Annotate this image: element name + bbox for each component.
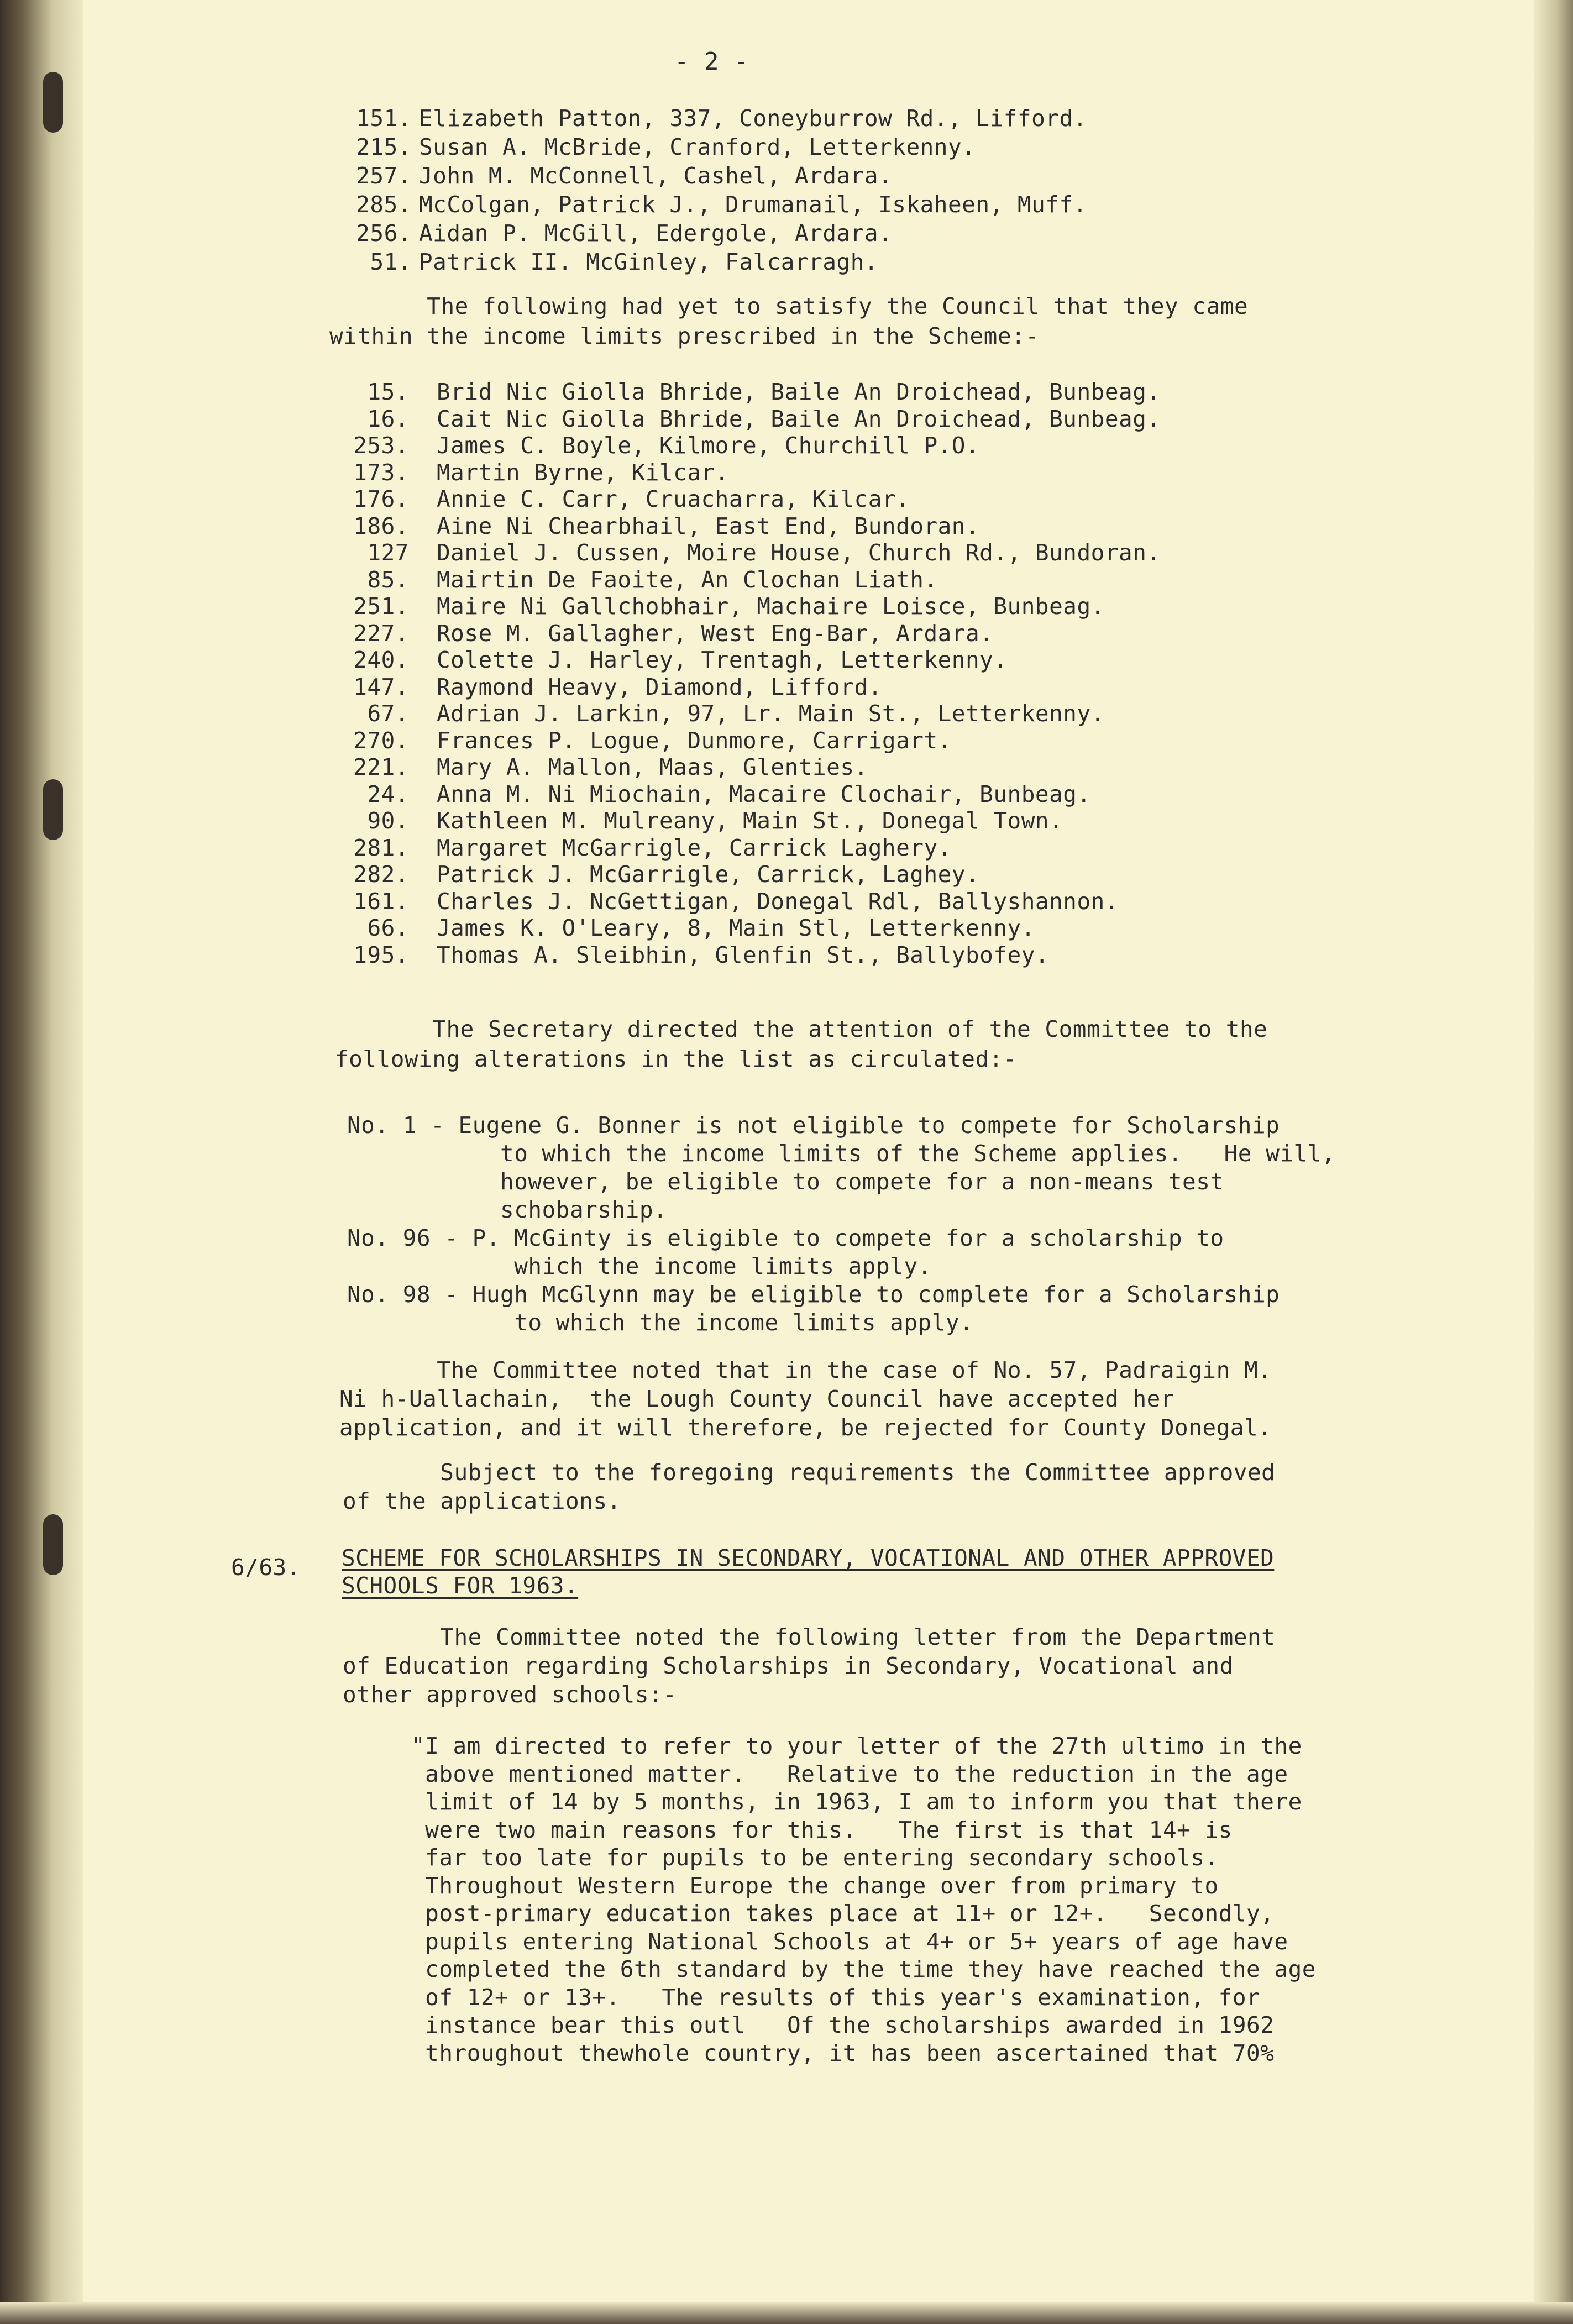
list-item-number: 240. — [353, 647, 409, 673]
list-item: Raymond Heavy, Diamond, Lifford. — [437, 673, 882, 700]
list-item: Martin Byrne, Kilcar. — [437, 459, 729, 486]
list-item-number: 251. — [353, 593, 409, 620]
section-number: 6/63. — [231, 1554, 301, 1581]
list-item: John M. McConnell, Cashel, Ardara. — [419, 162, 893, 189]
letter-line: Throughout Western Europe the change over from primary to — [411, 1872, 1219, 1899]
list-item: Anna M. Ni Miochain, Macaire Clochair, Bunbeag. — [437, 780, 1091, 807]
list-item-number: 127 — [367, 539, 409, 566]
list-item-number: 67. — [367, 700, 409, 727]
alteration-line: No. 96 - P. McGinty is eligible to compete for a scholarship to — [347, 1225, 1224, 1251]
list-item-number: 195. — [353, 941, 409, 968]
list-item-number: 281. — [353, 834, 409, 861]
page-number: - 2 - — [674, 48, 749, 76]
list-item: Aidan P. McGill, Edergole, Ardara. — [419, 220, 893, 246]
list-item-number: 90. — [367, 807, 409, 834]
alteration-line: however, be eligible to compete for a non-means test — [347, 1168, 1224, 1195]
list-item-number: 176. — [353, 486, 409, 512]
alteration-line: No. 1 - Eugene G. Bonner is not eligible to compete for Scholarship — [347, 1112, 1280, 1139]
punch-hole — [43, 1514, 63, 1575]
list-item-number: 285. — [356, 191, 412, 218]
alteration-line: schobarship. — [347, 1197, 668, 1223]
list-item-number: 24. — [367, 780, 409, 807]
page-bottom-edge — [0, 2302, 1573, 2324]
list-item: Brid Nic Giolla Bhride, Baile An Droichead, Bunbeag. — [437, 379, 1161, 405]
list-item: Patrick II. McGinley, Falcarragh. — [419, 249, 879, 275]
letter-line: post-primary education takes place at 11+ or 12+. Secondly, — [411, 1900, 1275, 1927]
list-item-number: 253. — [353, 432, 409, 459]
list-item-number: 51. — [370, 249, 412, 275]
list-item: Patrick J. McGarrigle, Carrick, Laghey. — [437, 861, 980, 888]
list-item: Colette J. Harley, Trentagh, Letterkenny. — [437, 647, 1008, 673]
binding-gutter — [0, 0, 83, 2324]
paragraph-line: Subject to the foregoing requirements the Committee approved — [343, 1459, 1276, 1486]
paragraph-line: The following had yet to satisfy the Council that they came — [329, 293, 1249, 319]
list-item-number: 85. — [367, 566, 409, 593]
list-item: Elizabeth Patton, 337, Coneyburrow Rd., Lifford. — [419, 105, 1087, 132]
list-item-number: 256. — [356, 220, 412, 246]
list-item-number: 257. — [356, 162, 412, 189]
list-item: Margaret McGarrigle, Carrick Laghery. — [437, 834, 952, 861]
list-item: Thomas A. Sleibhin, Glenfin St., Ballybofey. — [437, 941, 1050, 968]
paragraph-line: application, and it will therefore, be rejected for County Donegal. — [339, 1414, 1272, 1441]
letter-line: limit of 14 by 5 months, in 1963, I am to inform you that there — [411, 1788, 1302, 1815]
list-item-number: 173. — [353, 459, 409, 486]
list-item: Cait Nic Giolla Bhride, Baile An Droichead, Bunbeag. — [437, 405, 1161, 432]
list-item: Daniel J. Cussen, Moire House, Church Rd., Bundoran. — [437, 539, 1161, 566]
alteration-line: to which the income limits of the Scheme applies. He will, — [347, 1140, 1336, 1167]
punch-hole — [43, 72, 63, 133]
list-item-number: 227. — [353, 620, 409, 647]
alteration-line: which the income limits apply. — [347, 1253, 932, 1279]
list-item: Charles J. NcGettigan, Donegal Rdl, Ballyshannon. — [437, 888, 1119, 915]
paragraph-line: The Committee noted that in the case of No. 57, Padraigin M. — [339, 1357, 1272, 1383]
letter-line: far too late for pupils to be entering secondary schools. — [411, 1844, 1219, 1871]
letter-line: pupils entering National Schools at 4+ or 5+ years of age have — [411, 1928, 1288, 1955]
letter-line: completed the 6th standard by the time they have reached the age — [411, 1956, 1316, 1982]
list-item: Annie C. Carr, Cruacharra, Kilcar. — [437, 486, 910, 512]
letter-line: of 12+ or 13+. The results of this year's examination, for — [411, 1984, 1261, 2011]
list-item-number: 66. — [367, 915, 409, 941]
list-item-number: 270. — [353, 727, 409, 754]
list-item-number: 16. — [367, 405, 409, 432]
list-item-number: 161. — [353, 888, 409, 915]
list-item: Kathleen M. Mulreany, Main St., Donegal Town. — [437, 807, 1063, 834]
letter-line: were two main reasons for this. The first is that 14+ is — [411, 1816, 1233, 1843]
list-item: Susan A. McBride, Cranford, Letterkenny. — [419, 134, 976, 160]
alteration-line: No. 98 - Hugh McGlynn may be eligible to complete for a Scholarship — [347, 1281, 1280, 1308]
section-heading-line: SCHEME FOR SCHOLARSHIPS IN SECONDARY, VOCATIONAL AND OTHER APPROVED — [342, 1545, 1275, 1571]
list-item: Frances P. Logue, Dunmore, Carrigart. — [437, 727, 952, 754]
paragraph-line: The Secretary directed the attention of the Committee to the — [335, 1016, 1268, 1042]
list-item-number: 215. — [356, 134, 412, 160]
paragraph-line: The Committee noted the following letter from the Department — [343, 1624, 1276, 1650]
paragraph-line: other approved schools:- — [343, 1681, 677, 1708]
list-item-number: 15. — [367, 379, 409, 405]
alteration-line: to which the income limits apply. — [347, 1309, 974, 1336]
section-heading-line: SCHOOLS FOR 1963. — [342, 1572, 579, 1599]
letter-line: throughout thewhole country, it has been ascertained that 70% — [411, 2039, 1275, 2066]
list-item: Rose M. Gallagher, West Eng-Bar, Ardara. — [437, 620, 994, 647]
paragraph-line: Ni h-Uallachain, the Lough County Council have accepted her — [339, 1386, 1175, 1412]
letter-line: above mentioned matter. Relative to the reduction in the age — [411, 1760, 1288, 1787]
list-item: McColgan, Patrick J., Drumanail, Iskaheen, Muff. — [419, 191, 1087, 218]
paragraph-line: following alterations in the list as circulated:- — [335, 1046, 1018, 1072]
list-item: James K. O'Leary, 8, Main Stl, Letterkenny. — [437, 915, 1035, 941]
list-item: Adrian J. Larkin, 97, Lr. Main St., Letterkenny. — [437, 700, 1105, 727]
punch-hole — [43, 779, 63, 840]
list-item: Maire Ni Gallchobhair, Machaire Loisce, Bunbeag. — [437, 593, 1105, 620]
list-item: Mary A. Mallon, Maas, Glenties. — [437, 754, 868, 780]
list-item: James C. Boyle, Kilmore, Churchill P.O. — [437, 432, 980, 459]
paragraph-line: of the applications. — [343, 1488, 621, 1514]
list-item-number: 186. — [353, 512, 409, 539]
page-edge — [1534, 0, 1573, 2324]
list-item-number: 282. — [353, 861, 409, 888]
paragraph-line: of Education regarding Scholarships in Secondary, Vocational and — [343, 1652, 1234, 1679]
list-item-number: 221. — [353, 754, 409, 780]
list-item: Aine Ni Chearbhail, East End, Bundoran. — [437, 512, 980, 539]
list-item-number: 147. — [353, 673, 409, 700]
letter-line: instance bear this outl Of the scholarships awarded in 1962 — [411, 2012, 1275, 2038]
paragraph-line: within the income limits prescribed in the Scheme:- — [329, 323, 1040, 349]
letter-line: "I am directed to refer to your letter of the 27th ultimo in the — [411, 1733, 1302, 1759]
list-item-number: 151. — [356, 105, 412, 132]
list-item: Mairtin De Faoite, An Clochan Liath. — [437, 566, 938, 593]
